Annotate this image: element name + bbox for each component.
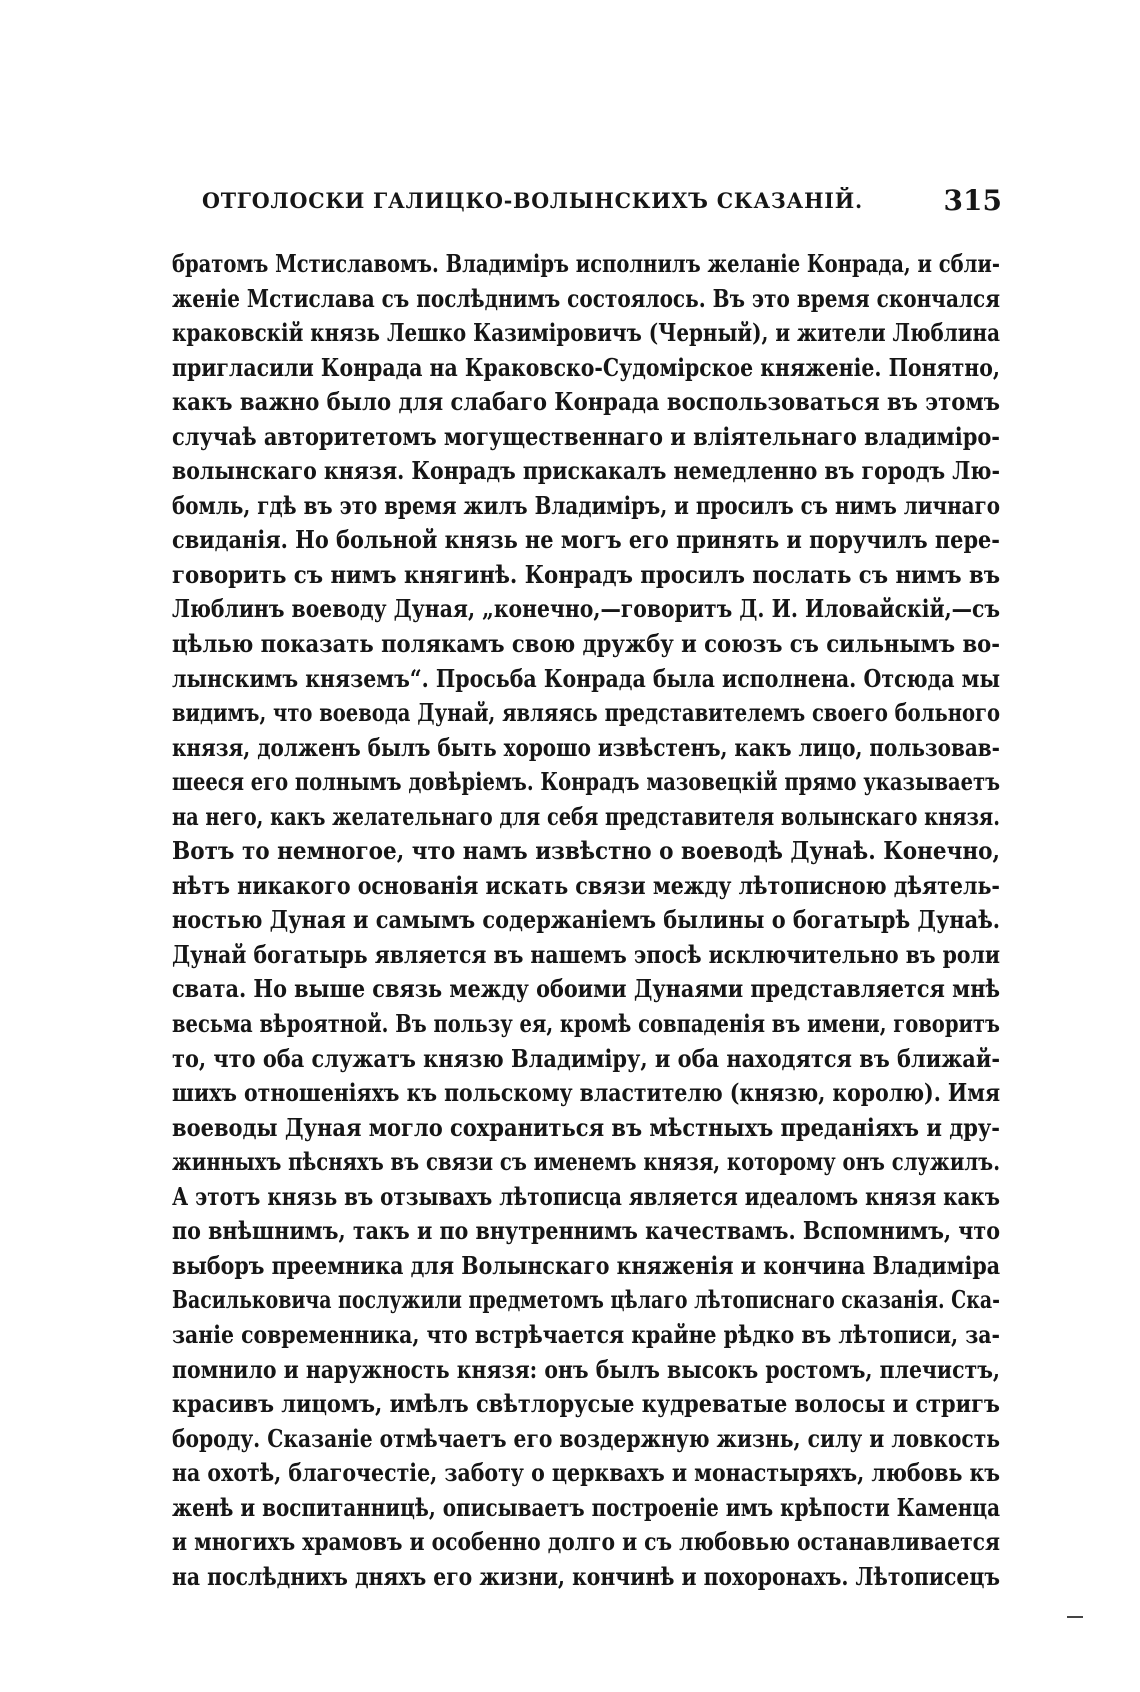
text-line: случаѣ авторитетомъ могущественнаго и вліятельнаго владиміро- bbox=[172, 421, 1000, 451]
text-line: на него, какъ желательнаго для себя представителя волынскаго князя. bbox=[172, 801, 1000, 831]
text-line: лынскимъ княземъ“. Просьба Конрада была исполнена. Отсюда мы bbox=[172, 663, 1000, 693]
text-line: весьма вѣроятной. Въ пользу ея, кромѣ совпаденія въ имени, говоритъ bbox=[172, 1009, 1000, 1039]
text-line: женѣ и воспитанницѣ, описываетъ построеніе имъ крѣпости Каменца bbox=[172, 1492, 1000, 1522]
text-line: Дунай богатырь является въ нашемъ эпосѣ исключительно въ роли bbox=[172, 939, 1000, 969]
text-line: бомль, гдѣ въ это время жилъ Владиміръ, и просилъ съ нимъ личнаго bbox=[172, 490, 1000, 520]
text-line: помнило и наружность князя: онъ былъ высокъ ростомъ, плечистъ, bbox=[172, 1354, 1000, 1384]
text-line: видимъ, что воевода Дунай, являясь представителемъ своего больного bbox=[172, 698, 1000, 728]
text-line: волынскаго князя. Конрадъ прискакалъ немедленно въ городъ Лю- bbox=[172, 456, 1000, 486]
text-line: бороду. Сказаніе отмѣчаетъ его воздержную жизнь, силу и ловкость bbox=[172, 1423, 1000, 1453]
text-line: по внѣшнимъ, такъ и по внутреннимъ качествамъ. Вспомнимъ, что bbox=[172, 1216, 1000, 1246]
body-text bbox=[172, 247, 1000, 1594]
text-line: выборъ преемника для Волынскаго княженія и кончина Владиміра bbox=[172, 1250, 1000, 1280]
text-line: шихъ отношеніяхъ къ польскому властителю (князю, королю). Имя bbox=[172, 1078, 1000, 1108]
text-line: воеводы Дуная могло сохраниться въ мѣстныхъ преданіяхъ и дру- bbox=[172, 1112, 1000, 1142]
text-line: на послѣднихъ дняхъ его жизни, кончинѣ и похоронахъ. Лѣтописецъ bbox=[172, 1561, 1000, 1591]
text-line: жинныхъ пѣсняхъ въ связи съ именемъ князя, которому онъ служилъ. bbox=[172, 1147, 1000, 1177]
text-line: красивъ лицомъ, имѣлъ свѣтлорусые кудреватые волосы и стригъ bbox=[172, 1389, 1000, 1419]
text-line: пригласили Конрада на Краковско-Судомірское княженіе. Понятно, bbox=[172, 352, 1000, 382]
text-line: и многихъ храмовъ и особенно долго и съ любовью останавливается bbox=[172, 1527, 1000, 1557]
text-line: Люблинъ воеводу Дуная, „конечно,—говоритъ Д. И. Иловайскій,—съ bbox=[172, 594, 1000, 624]
text-line: заніе современника, что встрѣчается крайне рѣдко въ лѣтописи, за- bbox=[172, 1319, 1000, 1349]
text-line: то, что оба служатъ князю Владиміру, и оба находятся въ ближай- bbox=[172, 1043, 1000, 1073]
running-head bbox=[202, 184, 1002, 228]
text-line: свиданія. Но больной князь не могъ его принять и поручилъ пере- bbox=[172, 525, 1000, 555]
text-line: шееся его полнымъ довѣріемъ. Конрадъ мазовецкій прямо указываетъ bbox=[172, 767, 1000, 797]
text-line: на охотѣ, благочестіе, заботу о церквахъ и монастыряхъ, любовь къ bbox=[172, 1458, 1000, 1488]
text-line: женіе Мстислава съ послѣднимъ состоялось. Въ это время скончался bbox=[172, 283, 1000, 313]
text-line: краковскій князь Лешко Казиміровичъ (Черный), и жители Люблина bbox=[172, 318, 1000, 348]
text-line: А этотъ князь въ отзывахъ лѣтописца является идеаломъ князя какъ bbox=[172, 1181, 1000, 1211]
text-line: какъ важно было для слабаго Конрада воспользоваться въ этомъ bbox=[172, 387, 1000, 417]
text-line: нѣтъ никакого основанія искать связи между лѣтописною дѣятель- bbox=[172, 870, 1000, 900]
margin-mark bbox=[1067, 1616, 1083, 1618]
text-line: свата. Но выше связь между обоими Дунаями представляется мнѣ bbox=[172, 974, 1000, 1004]
page-number: 315 bbox=[943, 184, 1002, 217]
running-title: ОТГОЛОСКИ ГАЛИЦКО-ВОЛЫНСКИХЪ СКАЗАНІЙ. bbox=[202, 188, 863, 213]
text-line: братомъ Мстиславомъ. Владиміръ исполнилъ желаніе Конрада, и сбли- bbox=[172, 249, 1000, 278]
text-line: Вотъ то немногое, что намъ извѣстно о воеводѣ Дунаѣ. Конечно, bbox=[172, 836, 1000, 866]
text-line: ностью Дуная и самымъ содержаніемъ былины о богатырѣ Дунаѣ. bbox=[172, 905, 1000, 935]
text-line: князя, долженъ былъ быть хорошо извѣстенъ, какъ лицо, пользовав- bbox=[172, 732, 1000, 762]
text-line: Васильковича послужили предметомъ цѣлаго лѣтописнаго сказанія. Ска- bbox=[172, 1285, 1000, 1315]
text-line: цѣлью показать полякамъ свою дружбу и союзъ съ сильнымъ во- bbox=[172, 629, 1000, 659]
text-line: говорить съ нимъ княгинѣ. Конрадъ просилъ послать съ нимъ въ bbox=[172, 559, 1000, 589]
